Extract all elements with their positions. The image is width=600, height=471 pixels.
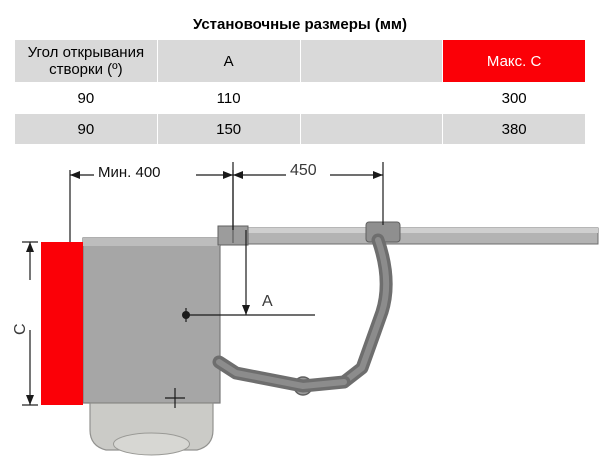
drawing-svg [0,130,600,471]
door-leaf-rail [220,228,598,244]
installation-dimensions-table [14,8,586,145]
header-angle: Угол открывания створки (º) [15,40,158,83]
housing-lower-cover [90,403,213,455]
table-title: Установочные размеры (мм) [15,9,586,40]
table-header-row [15,40,586,83]
header-a: A [157,40,300,83]
cell-max-c: 300 [443,83,586,114]
label-450: 450 [290,162,317,179]
c-dimension-red-block [41,242,83,405]
technical-drawing [0,130,600,471]
table-title-row [15,9,586,40]
cell-gap [300,83,443,114]
cell-angle: 90 [15,83,158,114]
cell-a: 110 [157,83,300,114]
header-max-c: Макс. C [443,40,586,83]
table-row [15,83,586,114]
cell-a: 150 [157,114,300,145]
operator-housing [83,238,220,403]
label-a: A [262,293,273,310]
label-c: C [12,323,29,335]
label-min-400: Мин. 400 [98,164,161,181]
header-gap [300,40,443,83]
cell-angle: 90 [15,114,158,145]
cell-max-c: 380 [443,114,586,145]
